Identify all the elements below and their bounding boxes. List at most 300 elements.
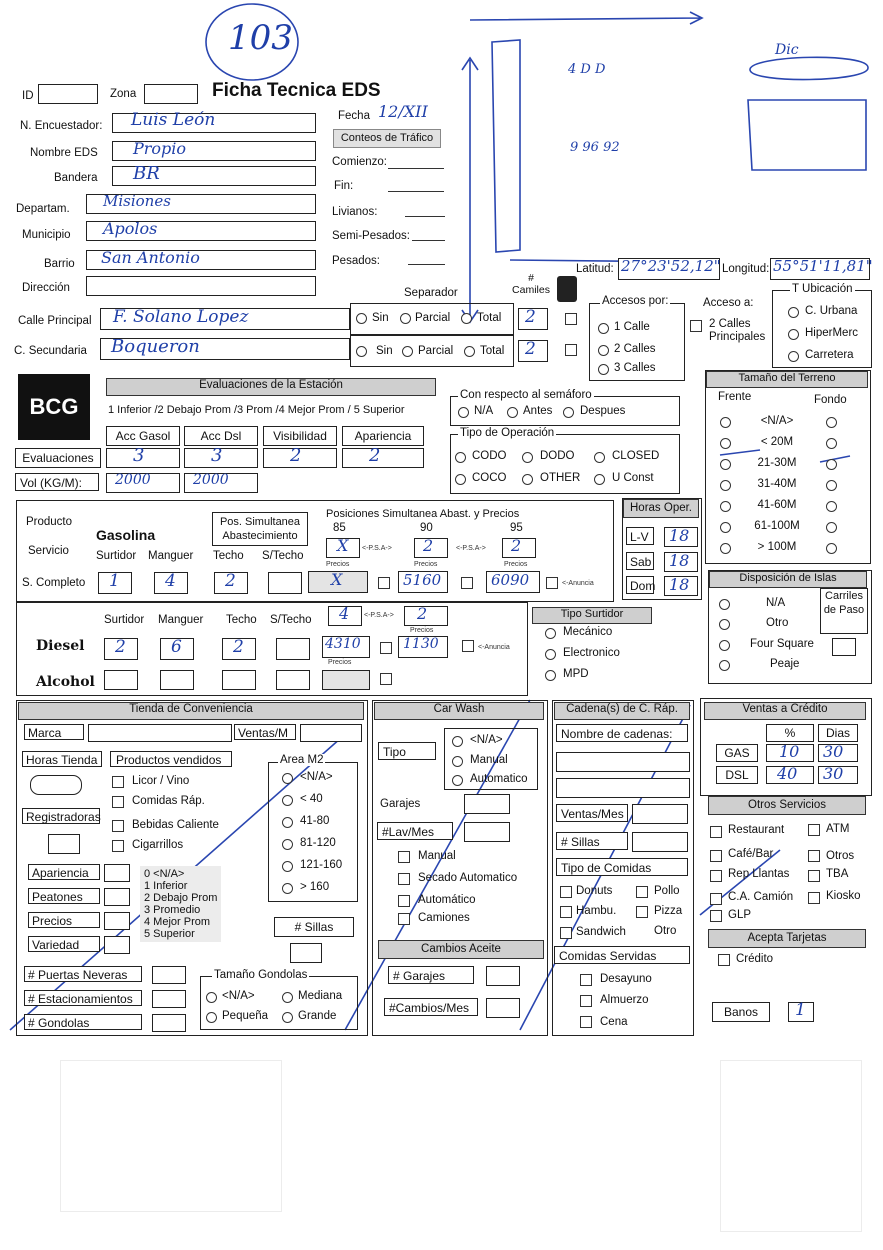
gondola-pequena-label: Pequeña: [222, 1010, 269, 1022]
diesel-manguer[interactable]: 6: [160, 638, 194, 660]
islas-otro-radio[interactable]: [719, 619, 730, 630]
credito-pct-label: %: [766, 724, 814, 742]
diesel-pos-2[interactable]: 2: [404, 606, 448, 626]
acceso-2-radio[interactable]: [598, 345, 609, 356]
op-codo-radio[interactable]: [455, 452, 466, 463]
ubicacion-label: T Ubicación: [792, 283, 853, 295]
carriles-field-1[interactable]: 2: [518, 308, 548, 330]
cadena-nombre-field-1[interactable]: [556, 752, 690, 772]
frente-radio[interactable]: [720, 480, 731, 491]
cw-svc-secado-label: Secado Automatico: [418, 872, 518, 884]
acceso-1-label: 1 Calle: [614, 321, 650, 333]
surtidor-electronico-label: Electronico: [563, 647, 620, 659]
vol-value-2[interactable]: 2000: [184, 473, 258, 493]
almuerzo-label: Almuerzo: [600, 994, 649, 1006]
diesel-pos-1[interactable]: 4: [328, 606, 362, 626]
terreno-option: < 20M: [760, 436, 794, 448]
aceite-cambios-field[interactable]: [486, 998, 520, 1018]
cw-svc-auto-label: Automático: [418, 894, 476, 906]
fecha-label: Fecha: [338, 110, 370, 122]
gas-manguer[interactable]: 4: [154, 572, 188, 594]
bleed-through-area-right: [720, 1060, 862, 1232]
tipo-donuts-label: Donuts: [576, 885, 613, 897]
carriles-check-2[interactable]: [565, 344, 577, 356]
tipo-sandwich-label: Sandwich: [576, 926, 626, 938]
alcohol-techo[interactable]: [222, 670, 256, 690]
credito-gas-dias[interactable]: 30: [818, 744, 858, 762]
islas-four-label: Four Square: [750, 638, 814, 650]
ventas-field[interactable]: [300, 724, 362, 742]
tienda-eval-label: Precios: [28, 912, 100, 928]
scale-list: [140, 866, 221, 942]
scale-1: 1 Inferior: [144, 880, 188, 892]
tipo-surtidor-header: Tipo Surtidor: [532, 607, 652, 624]
eval-visibilidad-value[interactable]: 2: [263, 448, 337, 468]
acceso-3-label: 3 Calles: [614, 362, 656, 374]
frente-radio[interactable]: [720, 417, 731, 428]
gondolas-label: Tamaño Gondolas: [214, 969, 308, 981]
semaforo-despues-radio[interactable]: [563, 407, 574, 418]
horas-sab-label: Sab: [626, 552, 654, 570]
encuestador-field[interactable]: Luis León: [112, 113, 316, 133]
municipio-field[interactable]: Apolos: [86, 221, 316, 241]
operacion-label: Tipo de Operación: [460, 427, 555, 439]
fondo-radio[interactable]: [826, 459, 837, 470]
registradoras-label: Registradoras: [22, 808, 100, 824]
diesel-stecho[interactable]: [276, 638, 310, 660]
area-option: > 160: [300, 881, 330, 893]
sketch-note-2: 9 96 92: [570, 140, 620, 155]
semaforo-antes-radio[interactable]: [507, 407, 518, 418]
eval-acc-dsl-value[interactable]: 3: [184, 448, 258, 468]
otros-glp-check[interactable]: [710, 910, 722, 922]
alcohol-surtidor[interactable]: [104, 670, 138, 690]
col-surtidor: Surtidor: [96, 550, 137, 562]
frente-radio[interactable]: [720, 543, 731, 554]
area-option: 41-80: [300, 815, 330, 827]
gondola-pequena-radio[interactable]: [206, 1012, 217, 1023]
fondo-radio[interactable]: [826, 480, 837, 491]
credito-gas-label: GAS: [716, 744, 758, 762]
page-title: Ficha Tecnica EDS: [212, 80, 381, 101]
pos-95[interactable]: 2: [502, 538, 536, 558]
gondola-mediana-label: Mediana: [298, 990, 343, 1002]
fondo-label: Fondo: [814, 394, 847, 406]
tienda-count-field[interactable]: [152, 990, 186, 1008]
semaforo-na-radio[interactable]: [458, 407, 469, 418]
area-label: Area M2: [280, 754, 324, 766]
semaforo-despues-label: Despues: [580, 405, 626, 417]
surtidor-electronico-radio[interactable]: [545, 649, 556, 660]
frente-label: Frente: [718, 391, 752, 403]
credito-dias-label: Dias: [818, 724, 858, 742]
field-label-barrio: Barrio: [44, 258, 75, 270]
area-radio[interactable]: [282, 861, 293, 872]
sep2-parcial-radio[interactable]: [402, 346, 413, 357]
evaluaciones-scale: 1 Inferior /2 Debajo Prom /3 Prom /4 Mejor Prom / 5 Superior: [108, 404, 405, 416]
fondo-radio[interactable]: [826, 501, 837, 512]
tipo-otro-label: Otro: [654, 925, 677, 937]
area-radio[interactable]: [282, 817, 293, 828]
gondola-na-label: <N/A>: [222, 990, 255, 1002]
tienda-eval-field[interactable]: [104, 888, 130, 906]
cadena-sillas-field[interactable]: [632, 832, 688, 852]
cadena-header: Cadena(s) de C. Ráp.: [554, 702, 690, 720]
otros-header: Otros Servicios: [708, 796, 866, 815]
tarjetas-credito-check[interactable]: [718, 954, 730, 966]
frente-radio[interactable]: [720, 501, 731, 512]
diesel-label: Diesel: [36, 638, 85, 654]
op-uconst-label: U Const: [612, 472, 654, 484]
diesel-precio-1[interactable]: 4310: [322, 636, 370, 658]
carriles-field-2[interactable]: 2: [518, 340, 548, 362]
islas-peaje-radio[interactable]: [719, 660, 730, 671]
tienda-count-field[interactable]: [152, 1014, 186, 1032]
acceso-2-label: 2 Calles: [614, 343, 656, 355]
otros-kiosko-check[interactable]: [808, 892, 820, 904]
ubic-carretera-radio[interactable]: [788, 351, 799, 362]
otros-camion-label: C.A. Camión: [728, 891, 794, 903]
cw-svc-auto-check[interactable]: [398, 895, 410, 907]
cw-na-label: <N/A>: [470, 734, 503, 746]
cadena-ventas-label: Ventas/Mes: [556, 804, 628, 822]
sep2-sin-radio[interactable]: [356, 346, 367, 357]
fin-line[interactable]: [388, 191, 444, 192]
carriles-paso-field[interactable]: [832, 638, 856, 656]
aceite-cambios-label: #Cambios/Mes: [384, 998, 478, 1016]
acceso-a-value: 2 Calles Principales: [709, 318, 766, 343]
terreno-option: > 100M: [757, 541, 797, 553]
op-uconst-radio[interactable]: [594, 474, 605, 485]
alcohol-check[interactable]: [380, 673, 392, 685]
credito-dsl-dias[interactable]: 30: [818, 766, 858, 784]
tipo-pollo-check[interactable]: [636, 886, 648, 898]
cw-svc-manual-check[interactable]: [398, 851, 410, 863]
otros-atm-check[interactable]: [808, 824, 820, 836]
prod-comidas-check[interactable]: [112, 796, 124, 808]
tienda-eval-label: Variedad: [28, 936, 100, 952]
prod-licor-check[interactable]: [112, 776, 124, 788]
vol-label: Vol (KG/M):: [15, 473, 99, 491]
op-coco-label: COCO: [472, 472, 507, 484]
acceso-1-radio[interactable]: [598, 323, 609, 334]
scale-5: 5 Superior: [144, 928, 195, 940]
horas-tienda-toggle[interactable]: [30, 775, 82, 795]
tarjetas-header: Acepta Tarjetas: [708, 929, 866, 948]
accesos-label: Accesos por:: [602, 295, 669, 307]
tienda-eval-field[interactable]: [104, 864, 130, 882]
otros-llantas-label: Rep Llantas: [728, 868, 790, 880]
cadena-ventas-field[interactable]: [632, 804, 688, 824]
eval-apariencia-value[interactable]: 2: [342, 448, 424, 468]
diesel-anuncia-check[interactable]: [462, 640, 474, 652]
cw-auto-label: Automatico: [470, 773, 528, 785]
alcohol-precios-label: Precios: [328, 659, 352, 666]
precio-95[interactable]: 6090: [486, 571, 540, 593]
horas-lv-label: L-V: [626, 527, 654, 545]
comienzo-line[interactable]: [388, 168, 444, 169]
vol-value-1[interactable]: 2000: [106, 473, 180, 493]
horas-oper-header: Horas Oper.: [623, 499, 699, 518]
fondo-radio[interactable]: [826, 522, 837, 533]
otros-atm-label: ATM: [826, 823, 850, 835]
anuncia-label: <-Anuncia: [562, 580, 594, 587]
acceso-3-radio[interactable]: [598, 364, 609, 375]
area-option: 81-120: [300, 837, 336, 849]
eval-col-visibilidad: Visibilidad: [263, 426, 337, 446]
otros-glp-label: GLP: [728, 909, 752, 921]
gondola-na-radio[interactable]: [206, 992, 217, 1003]
diesel-techo[interactable]: 2: [222, 638, 256, 660]
otros-cafe-check[interactable]: [710, 850, 722, 862]
op-closed-radio[interactable]: [594, 452, 605, 463]
eval-col-acc-gasol: Acc Gasol: [106, 426, 180, 446]
tienda-eval-field[interactable]: [104, 912, 130, 930]
calle-secundaria-field[interactable]: Boqueron: [100, 338, 350, 360]
sep2-total-radio[interactable]: [464, 346, 475, 357]
ubic-urbana-radio[interactable]: [788, 307, 799, 318]
sep2-parcial-label: Parcial: [418, 345, 454, 357]
diesel-precios-label-2: Precios: [410, 627, 434, 634]
tienda-count-label: # Estacionamientos: [24, 990, 142, 1006]
horas-sab-value[interactable]: 18: [664, 552, 698, 572]
gas-surtidor[interactable]: 1: [98, 572, 132, 594]
tipo-pizza-check[interactable]: [636, 906, 648, 918]
area-radio[interactable]: [282, 839, 293, 850]
garajes-field[interactable]: [464, 794, 510, 814]
aceite-header: Cambios Aceite: [378, 940, 544, 959]
barrio-field[interactable]: San Antonio: [86, 250, 316, 270]
fecha-value: 12/XII: [378, 102, 428, 121]
carriles-paso-label: Carriles de Paso: [820, 588, 868, 634]
op-other-radio[interactable]: [522, 474, 533, 485]
islas-four-radio[interactable]: [719, 640, 730, 651]
sep1-parcial-radio[interactable]: [400, 313, 411, 324]
cw-na-radio[interactable]: [452, 736, 463, 747]
cadena-nombre-field-2[interactable]: [556, 778, 690, 798]
calle-principal-label: Calle Principal: [18, 315, 92, 327]
otros-otros-check[interactable]: [808, 850, 820, 862]
tienda-sillas-label: # Sillas: [274, 917, 354, 937]
page-number: 103: [228, 18, 293, 58]
psa-label-2: <-P.S.A->: [456, 545, 486, 552]
otros-tba-check[interactable]: [808, 870, 820, 882]
prod-cigarrillos-check[interactable]: [112, 840, 124, 852]
ubic-urbana-label: C. Urbana: [805, 305, 858, 317]
cw-manual-label: Manual: [470, 754, 508, 766]
precio-85[interactable]: X: [308, 571, 368, 593]
sep1-total-radio[interactable]: [461, 313, 472, 324]
evaluaciones-header: Evaluaciones de la Estación: [106, 378, 436, 396]
eval-col-acc-dsl: Acc Dsl: [184, 426, 258, 446]
evaluaciones-row-label: Evaluaciones: [15, 448, 101, 468]
id-field[interactable]: [38, 84, 98, 104]
gas-stecho[interactable]: [268, 572, 302, 594]
precio-90-check[interactable]: [461, 577, 473, 589]
fondo-radio[interactable]: [826, 438, 837, 449]
semipesados-line[interactable]: [412, 240, 445, 241]
sep1-sin-radio[interactable]: [356, 313, 367, 324]
frente-radio[interactable]: [720, 438, 731, 449]
cw-auto-radio[interactable]: [452, 775, 463, 786]
op-dodo-radio[interactable]: [522, 452, 533, 463]
cw-manual-radio[interactable]: [452, 756, 463, 767]
otros-tba-label: TBA: [826, 868, 849, 880]
scale-2: 2 Debajo Prom: [144, 892, 218, 904]
surtidor-mecanico-radio[interactable]: [545, 628, 556, 639]
precios-label-85: Precios: [326, 561, 350, 568]
area-radio[interactable]: [282, 883, 293, 894]
cadena-sillas-label: # Sillas: [556, 832, 628, 850]
garajes-label: Garajes: [380, 798, 421, 810]
diesel-col-surtidor: Surtidor: [104, 614, 145, 626]
gas-techo[interactable]: 2: [214, 572, 248, 594]
corner-note: Dic: [775, 42, 799, 58]
op-other-label: OTHER: [540, 472, 581, 484]
banos-field[interactable]: 1: [788, 1002, 814, 1022]
marca-field[interactable]: [88, 724, 232, 742]
frente-radio[interactable]: [720, 522, 731, 533]
terreno-header: Tamaño del Terreno: [706, 371, 868, 388]
col-stecho: S/Techo: [262, 550, 304, 562]
livianos-line[interactable]: [405, 216, 445, 217]
fin-label: Fin:: [334, 180, 354, 192]
semipesados-label: Semi-Pesados:: [332, 230, 410, 242]
zona-field[interactable]: [144, 84, 198, 104]
carriles-check-1[interactable]: [565, 313, 577, 325]
alcohol-precio[interactable]: [322, 670, 370, 690]
sep1-parcial-label: Parcial: [415, 312, 451, 324]
islas-na-label: N/A: [766, 597, 786, 609]
bleed-through-area: [60, 1060, 282, 1212]
ventas-label: Ventas/M: [234, 724, 296, 740]
horas-tienda-label: Horas Tienda: [22, 751, 102, 767]
camiles-label: # Camiles: [512, 272, 550, 296]
diesel-precio-2[interactable]: 1130: [398, 636, 448, 658]
horas-dom-value[interactable]: 18: [664, 576, 698, 596]
diesel-col-techo: Techo: [226, 614, 257, 626]
sketch-note-1: 4 D D: [568, 62, 606, 77]
cw-svc-camiones-check[interactable]: [398, 913, 410, 925]
tipo-hambu-check[interactable]: [560, 906, 572, 918]
fondo-radio[interactable]: [826, 417, 837, 428]
op-coco-radio[interactable]: [455, 474, 466, 485]
registradoras-field[interactable]: [48, 834, 80, 854]
islas-na-radio[interactable]: [719, 599, 730, 610]
cena-check[interactable]: [580, 1016, 592, 1028]
surtidor-mpd-radio[interactable]: [545, 670, 556, 681]
octano-95: 95: [510, 522, 523, 534]
almuerzo-check[interactable]: [580, 995, 592, 1007]
horas-lv-value[interactable]: 18: [664, 527, 698, 547]
latitud-label: Latitud:: [576, 263, 614, 275]
pos-90[interactable]: 2: [414, 538, 448, 558]
aceite-garajes-field[interactable]: [486, 966, 520, 986]
eval-acc-gasol-value[interactable]: 3: [106, 448, 180, 468]
ubic-hiper-radio[interactable]: [788, 329, 799, 340]
terreno-option: 21-30M: [757, 457, 797, 469]
traffic-light-icon: [557, 276, 577, 302]
tienda-eval-label: Apariencia: [28, 864, 100, 880]
diesel-col-stecho: S/Techo: [270, 614, 312, 626]
tienda-count-field[interactable]: [152, 966, 186, 984]
longitud-field[interactable]: 55°51'11,81": [770, 258, 870, 280]
scale-3: 3 Promedio: [144, 904, 201, 916]
latitud-field[interactable]: 27°23'52,12": [618, 258, 720, 280]
anuncia-check[interactable]: [546, 577, 558, 589]
cw-svc-secado-check[interactable]: [398, 873, 410, 885]
scale-4: 4 Mejor Prom: [144, 916, 211, 928]
sep1-sin-label: Sin: [372, 312, 389, 324]
area-radio[interactable]: [282, 773, 293, 784]
id-label: ID: [22, 90, 34, 102]
frente-radio[interactable]: [720, 459, 731, 470]
desayuno-check[interactable]: [580, 974, 592, 986]
precio-85-check[interactable]: [378, 577, 390, 589]
op-codo-label: CODO: [472, 450, 507, 462]
field-label-encuestador: N. Encuestador:: [20, 120, 103, 132]
gondola-mediana-radio[interactable]: [282, 992, 293, 1003]
departam-field[interactable]: Misiones: [86, 194, 316, 214]
diesel-precio-1-check[interactable]: [380, 642, 392, 654]
area-option: <N/A>: [300, 771, 333, 783]
cw-svc-camiones-label: Camiones: [418, 912, 470, 924]
credito-dsl-pct[interactable]: 40: [766, 766, 814, 784]
precio-90[interactable]: 5160: [398, 571, 448, 593]
otros-otros-label: Otros: [826, 850, 855, 862]
lav-mes-field[interactable]: [464, 822, 510, 842]
otros-llantas-check[interactable]: [710, 870, 722, 882]
acceso-a-check[interactable]: [690, 320, 702, 332]
pos-85[interactable]: X: [326, 538, 360, 558]
tienda-count-label: # Puertas Neveras: [24, 966, 142, 982]
precios-label-95: Precios: [504, 561, 528, 568]
pesados-line[interactable]: [408, 264, 445, 265]
servicio-label: Servicio: [28, 545, 69, 557]
terreno-option: 41-60M: [757, 499, 797, 511]
prod-bebidas-check[interactable]: [112, 820, 124, 832]
cena-label: Cena: [600, 1016, 628, 1028]
acceso-a-label: Acceso a:: [703, 297, 754, 309]
tipo-donuts-check[interactable]: [560, 886, 572, 898]
prod-bebidas-label: Bebidas Caliente: [132, 819, 219, 831]
op-closed-label: CLOSED: [612, 450, 660, 462]
direccion-field[interactable]: [86, 276, 316, 296]
otros-camion-check[interactable]: [710, 893, 722, 905]
nombre-eds-field[interactable]: Propio: [112, 141, 316, 161]
tipo-sandwich-check[interactable]: [560, 927, 572, 939]
tienda-eval-field[interactable]: [104, 936, 130, 954]
alcohol-manguer[interactable]: [160, 670, 194, 690]
gondola-grande-radio[interactable]: [282, 1012, 293, 1023]
tienda-eval-label: Peatones: [28, 888, 100, 904]
bandera-field[interactable]: BR: [112, 166, 316, 186]
field-label-bandera: Bandera: [54, 172, 98, 184]
cadena-nombre-label: Nombre de cadenas:: [556, 724, 688, 742]
semaforo-antes-label: Antes: [523, 405, 553, 417]
otros-restaurant-check[interactable]: [710, 826, 722, 838]
fondo-radio[interactable]: [826, 543, 837, 554]
zona-label: Zona: [110, 88, 137, 100]
conteos-header: Conteos de Tráfico: [333, 129, 441, 148]
diesel-anuncia-label: <-Anuncia: [478, 644, 510, 651]
credito-gas-pct[interactable]: 10: [766, 744, 814, 762]
area-radio[interactable]: [282, 795, 293, 806]
tienda-sillas-field[interactable]: [290, 943, 322, 963]
calle-principal-field[interactable]: F. Solano Lopez: [100, 308, 350, 330]
alcohol-stecho[interactable]: [276, 670, 310, 690]
diesel-surtidor[interactable]: 2: [104, 638, 138, 660]
